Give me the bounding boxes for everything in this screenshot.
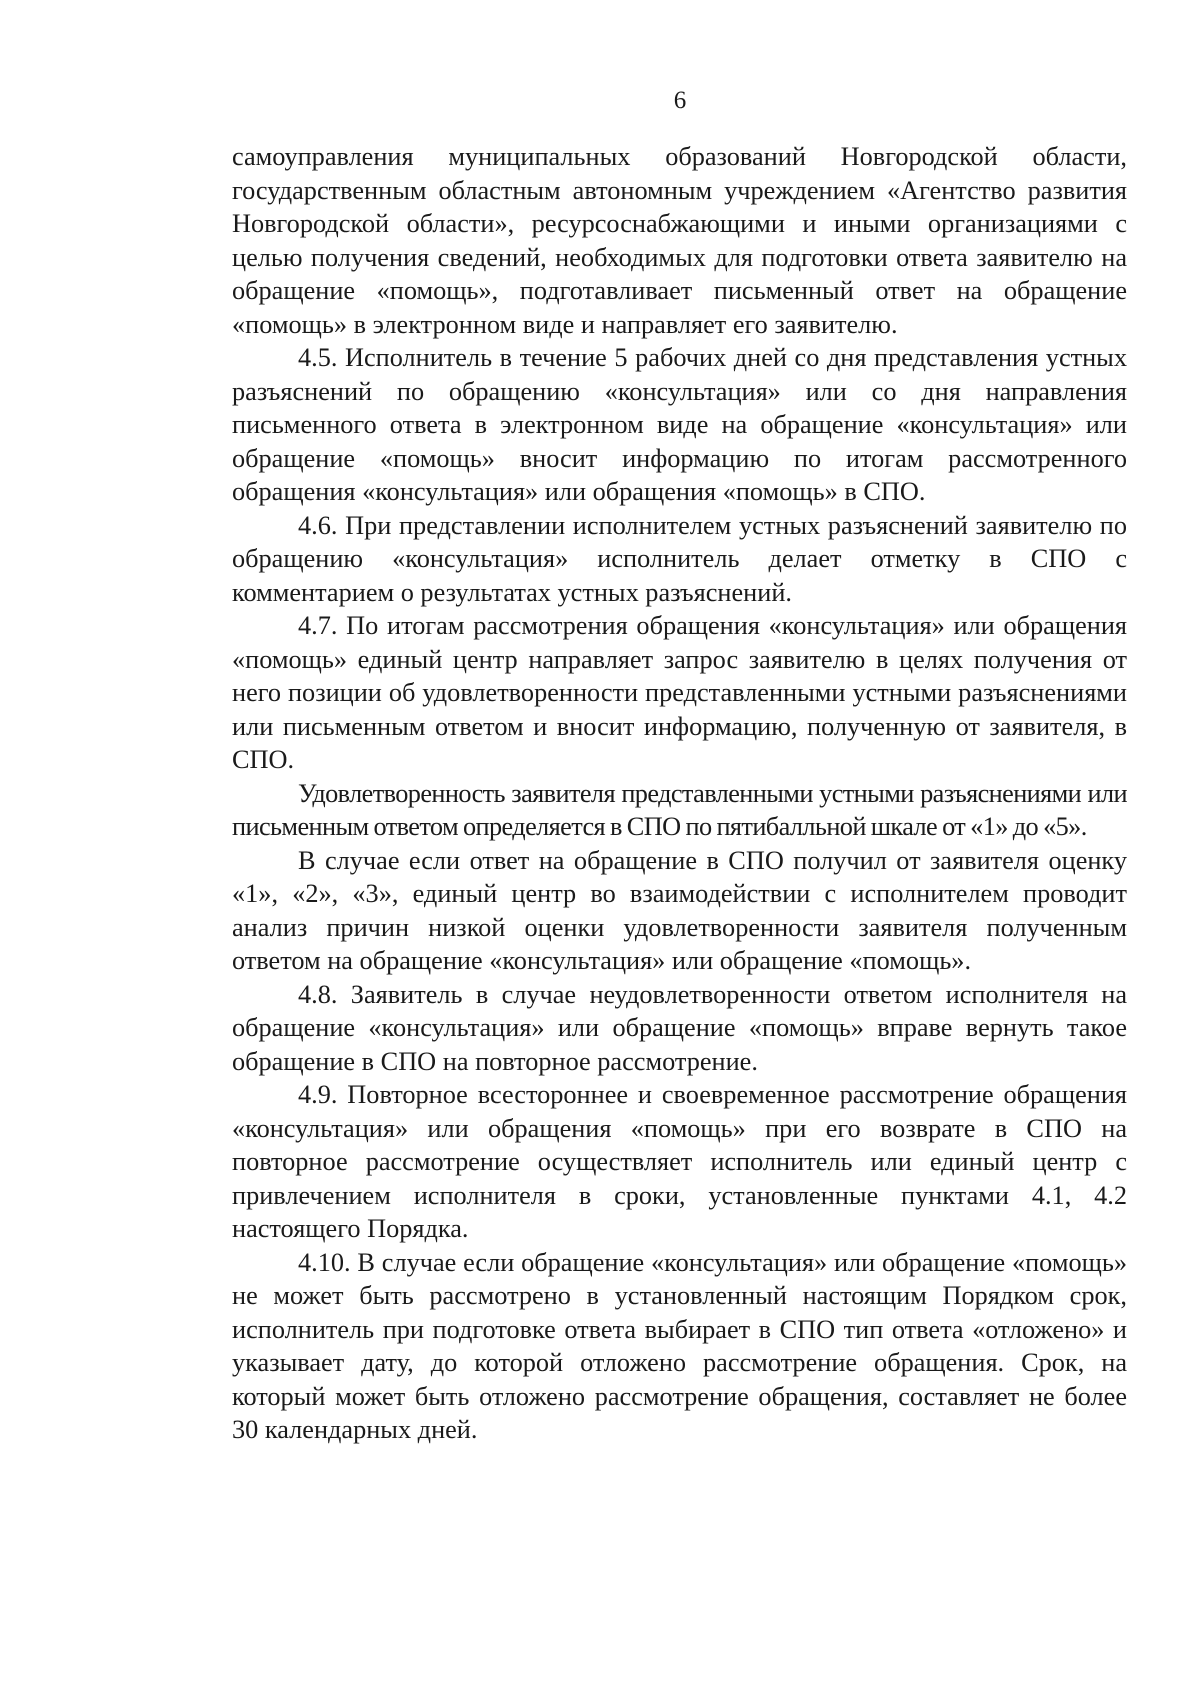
paragraph-satisfaction-scale: Удовлетворенность заявителя представленными устными разъяснениями или письменным ответом определяется в СПО по пятибалльной шкале от «1» до «5». xyxy=(232,778,1127,841)
document-body xyxy=(232,140,1127,1447)
paragraph-4-8: 4.8. Заявитель в случае неудовлетворенности ответом исполнителя на обращение «консультация» или обращение «помощь» вправе вернуть такое обращение в СПО на повторное рассмотрение. xyxy=(232,979,1127,1076)
paragraph-4-5: 4.5. Исполнитель в течение 5 рабочих дней со дня представления устных разъяснений по обращению «консультация» или со дня направления письменного ответа в электронном виде на обращение «консультация» или обращение «помощь» вносит информацию по итогам рассмотренного обращения «консультация» или обращения «помощь» в СПО. xyxy=(232,343,1127,506)
paragraph-4-10: 4.10. В случае если обращение «консультация» или обращение «помощь» не может быть рассмотрено в установленный настоящим Порядком срок, исполнитель при подготовке ответа выбирает в СПО тип ответа «отложено» и указывает дату, до которой отложено рассмотрение обращения. Срок, на который может быть отложено рассмотрение обращения, составляет не более 30 календарных дней. xyxy=(232,1247,1127,1444)
paragraph-continuation: самоуправления муниципальных образований Новгородской области, государственным областным автономным учреждением «Агентство развития Новгородской области», ресурсоснабжающими и иными организациями с целью получения сведений, необходимых для подготовки ответа заявителю на обращение «помощь», подготавливает письменный ответ на обращение «помощь» в электронном виде и направляет его заявителю. xyxy=(232,142,1127,339)
paragraph-4-9: 4.9. Повторное всестороннее и своевременное рассмотрение обращения «консультация» или обращения «помощь» при его возврате в СПО на повторное рассмотрение осуществляет исполнитель или единый центр с привлечением исполнителя в сроки, установленные пунктами 4.1, 4.2 настоящего Порядка. xyxy=(232,1080,1127,1243)
page-number: 6 xyxy=(673,87,687,114)
paragraph-4-7: 4.7. По итогам рассмотрения обращения «консультация» или обращения «помощь» единый центр направляет запрос заявителю в целях получения от него позиции об удовлетворенности представленными устными разъяснениями или письменным ответом и вносит информацию, полученную от заявителя, в СПО. xyxy=(232,611,1127,774)
paragraph-low-score-analysis: В случае если ответ на обращение в СПО получил от заявителя оценку «1», «2», «3», единый центр во взаимодействии с исполнителем проводит анализ причин низкой оценки удовлетворенности заявителя полученным ответом на обращение «консультация» или обращение «помощь». xyxy=(232,845,1127,975)
paragraph-4-6: 4.6. При представлении исполнителем устных разъяснений заявителю по обращению «консультация» исполнитель делает отметку в СПО с комментарием о результатах устных разъяснений. xyxy=(232,510,1127,607)
